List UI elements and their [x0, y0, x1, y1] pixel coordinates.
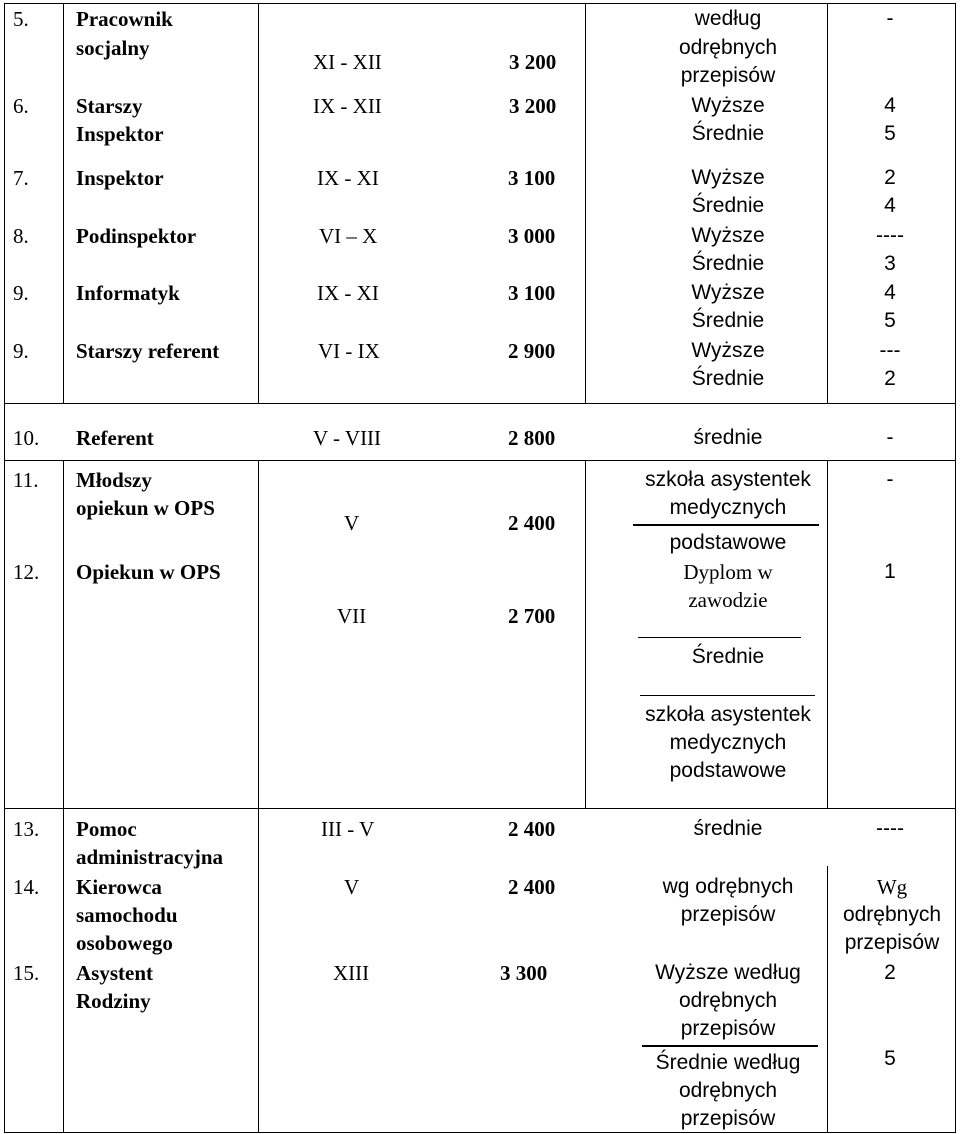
grade-range: VI – X: [319, 224, 378, 248]
education: przepisów: [680, 64, 776, 87]
experience: 1: [884, 560, 896, 583]
experience: ----: [876, 224, 904, 247]
position-name: Opiekun w OPS: [76, 560, 221, 584]
salary: 2 900: [508, 339, 556, 363]
education: Wyższe według: [655, 961, 801, 984]
row-number: 10.: [13, 426, 40, 450]
education: przepisów: [680, 903, 776, 926]
salary: 2 400: [508, 875, 556, 899]
position-name: opiekun w OPS: [76, 496, 215, 520]
education: średnie: [693, 817, 763, 840]
education: medycznych: [669, 496, 787, 519]
education: odrębnych: [678, 989, 778, 1012]
row-number: 9.: [13, 281, 29, 305]
salary: 2 700: [508, 604, 556, 628]
education: średnie: [693, 426, 763, 449]
column-divider: [827, 866, 828, 1133]
experience: 5: [884, 1047, 896, 1070]
education: Średnie: [691, 367, 765, 390]
experience: ----: [876, 817, 904, 840]
grade-range: IX - XI: [317, 166, 379, 190]
experience: 5: [884, 309, 896, 332]
position-name: socjalny: [76, 36, 150, 60]
education: Dyplom w: [683, 560, 773, 584]
table-border-right: [955, 3, 956, 1133]
separator-line: [638, 637, 801, 638]
position-name: Rodziny: [76, 989, 151, 1013]
column-divider: [827, 460, 828, 809]
separator-line: [642, 1045, 818, 1047]
education: według: [694, 7, 762, 30]
education: Wyższe: [691, 224, 765, 247]
experience: przepisów: [844, 931, 940, 954]
row-number: 11.: [13, 468, 39, 492]
position-name: Informatyk: [76, 281, 180, 305]
education: przepisów: [680, 1017, 776, 1040]
education: Średnie: [691, 645, 765, 668]
grade-level: VII: [337, 604, 367, 628]
row-number: 7.: [13, 166, 29, 190]
row-number: 14.: [13, 875, 40, 899]
table-border-top: [4, 3, 956, 4]
experience: 2: [884, 367, 896, 390]
salary: 3 100: [508, 166, 556, 190]
row-number: 13.: [13, 817, 40, 841]
position-name: Pracownik: [76, 7, 173, 31]
experience: odrębnych: [842, 903, 942, 926]
grade-range: IX - XI: [317, 281, 379, 305]
education: Średnie: [691, 194, 765, 217]
grade-range: III - V: [321, 817, 375, 841]
salary: 2 400: [508, 817, 556, 841]
row-divider: [4, 460, 956, 461]
education: Średnie według: [655, 1051, 801, 1074]
experience: 3: [884, 252, 896, 275]
salary: 3 200: [509, 94, 557, 118]
experience: -: [886, 468, 894, 491]
experience: 4: [884, 281, 896, 304]
column-divider: [585, 460, 586, 809]
education: Wyższe: [691, 281, 765, 304]
table-border-left: [4, 3, 5, 1133]
column-divider: [258, 460, 259, 1133]
experience: 5: [884, 122, 896, 145]
separator-line: [640, 695, 815, 696]
position-name: administracyjna: [76, 845, 223, 869]
experience: -: [886, 7, 894, 30]
education: podstawowe: [669, 759, 787, 782]
education: szkoła asystentek: [645, 468, 811, 491]
education: Średnie: [691, 309, 765, 332]
salary: 2 800: [508, 426, 556, 450]
education: Wyższe: [691, 94, 765, 117]
experience: 2: [884, 166, 896, 189]
column-divider: [63, 3, 64, 404]
grade-level: V: [344, 511, 360, 535]
position-name: Kierowca: [76, 875, 162, 899]
position-name: Starszy: [76, 94, 143, 118]
grade-level: V: [344, 875, 360, 899]
grade-range: IX - XII: [313, 94, 382, 118]
salary: 3 100: [508, 281, 556, 305]
education: podstawowe: [669, 531, 787, 554]
education: szkoła asystentek: [645, 703, 811, 726]
column-divider: [258, 3, 259, 404]
row-number: 8.: [13, 224, 29, 248]
position-name: Pomoc: [76, 817, 137, 841]
grade-range: XI - XII: [313, 50, 382, 74]
row-number: 6.: [13, 94, 29, 118]
education: przepisów: [680, 1107, 776, 1130]
position-name: Referent: [76, 426, 154, 450]
salary: 3 300: [500, 961, 548, 985]
experience: Wg: [876, 875, 908, 899]
education: Średnie: [691, 252, 765, 275]
position-name: Inspektor: [76, 122, 164, 146]
education: medycznych: [669, 731, 787, 754]
row-number: 9.: [13, 339, 29, 363]
position-name: Podinspektor: [76, 224, 197, 248]
position-name: osobowego: [76, 931, 173, 955]
position-name: samochodu: [76, 903, 178, 927]
experience: ---: [879, 339, 901, 362]
position-name: Asystent: [76, 961, 153, 985]
row-number: 5.: [13, 7, 29, 31]
grade-range: V - VIII: [313, 426, 382, 450]
column-divider: [585, 3, 586, 404]
experience: 4: [884, 94, 896, 117]
salary: 2 400: [508, 511, 556, 535]
salary: 3 000: [508, 224, 556, 248]
grade-range: VI - IX: [318, 339, 380, 363]
experience: 2: [884, 961, 896, 984]
column-divider: [827, 3, 828, 404]
education: odrębnych: [678, 36, 778, 59]
column-divider: [63, 460, 64, 1133]
education: wg odrębnych: [662, 875, 794, 898]
education: Średnie: [691, 122, 765, 145]
row-divider: [4, 403, 956, 404]
education: Wyższe: [691, 339, 765, 362]
row-number: 15.: [13, 961, 40, 985]
grade-level: XIII: [333, 961, 370, 985]
education: odrębnych: [678, 1079, 778, 1102]
separator-line: [633, 524, 819, 526]
salary: 3 200: [509, 50, 557, 74]
education: Wyższe: [691, 166, 765, 189]
row-number: 12.: [13, 560, 40, 584]
experience: 4: [884, 194, 896, 217]
position-name: Młodszy: [76, 468, 152, 492]
position-name: Starszy referent: [76, 339, 220, 363]
row-divider: [4, 808, 956, 809]
position-name: Inspektor: [76, 166, 164, 190]
education: zawodzie: [688, 588, 768, 612]
experience: -: [886, 426, 894, 449]
